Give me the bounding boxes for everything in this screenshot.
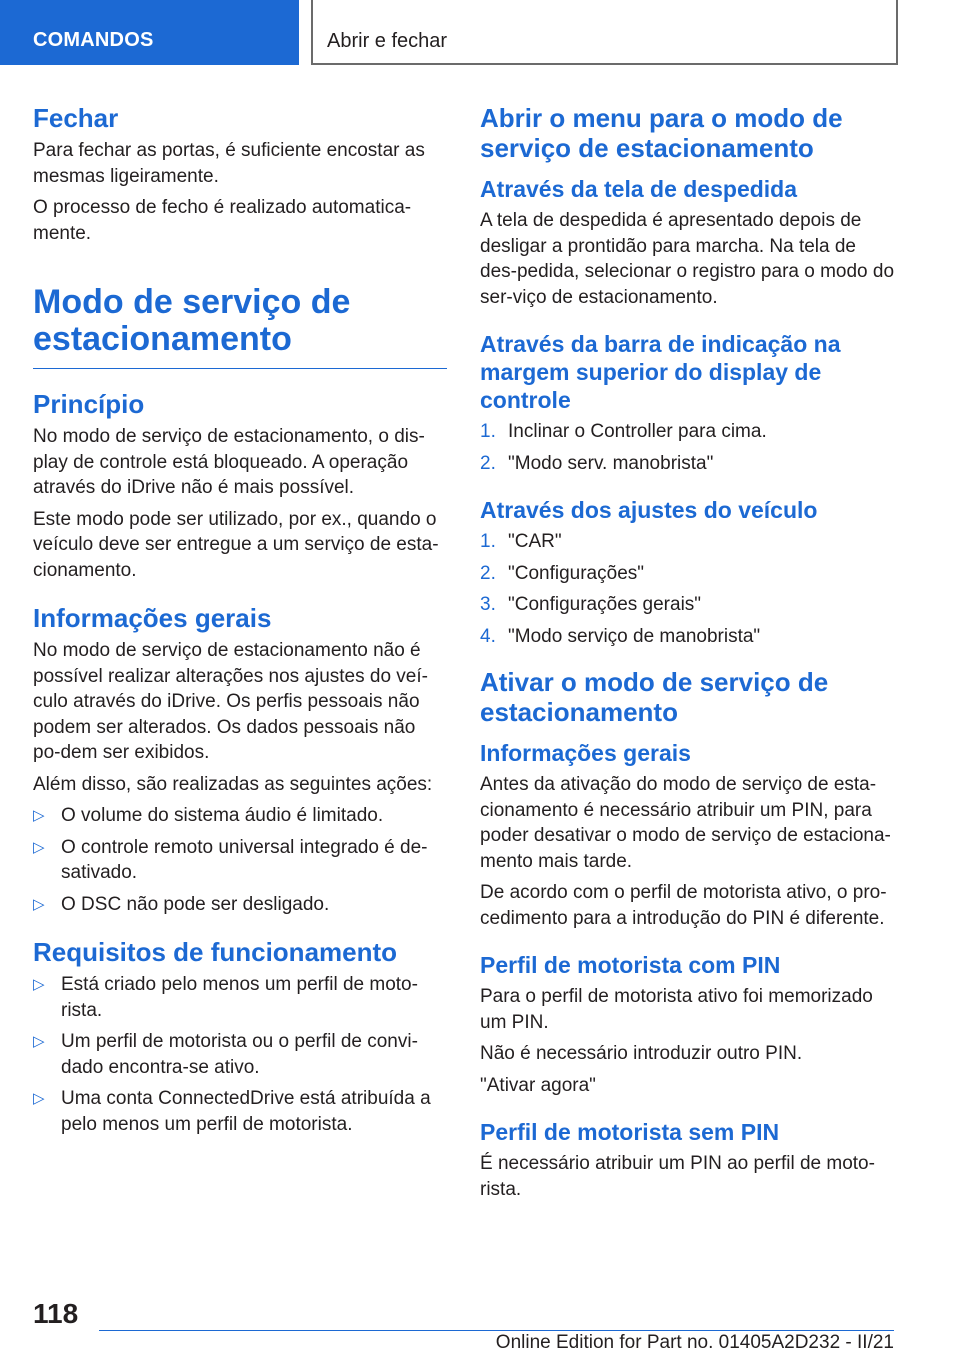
heading-barra-indicacao: Através da barra de indicação na margem superior do display de controle xyxy=(480,331,841,413)
list-item: 1. "CAR" xyxy=(480,531,562,552)
heading-perfil-com-pin: Perfil de motorista com PIN xyxy=(480,952,781,978)
list-item: 3. "Configurações gerais" xyxy=(480,594,702,615)
chapter-tab xyxy=(311,0,898,65)
heading-tela-despedida: Através da tela de despedida xyxy=(480,176,798,202)
heading-informacoes-gerais-2: Informações gerais xyxy=(480,740,691,766)
paragraph: É necessário atribuir um PIN ao perfil de moto‐rista. xyxy=(480,1153,875,1200)
paragraph: No modo de serviço de estacionamento não é possível realizar alterações nos ajustes do veí‐culo através do iDrive. Os perfis pessoais não podem ser alterados. Os dados pessoais não po‐dem ser exibidos. xyxy=(33,640,428,763)
page-number: 118 xyxy=(33,1298,79,1329)
numbered-list xyxy=(480,529,895,649)
paragraph: Para fechar as portas, é suficiente encostar as mesmas ligeiramente. xyxy=(33,140,425,187)
left-column xyxy=(33,100,447,1143)
numbered-list xyxy=(480,419,895,476)
triangle-bullet-icon: ▷ xyxy=(33,1090,45,1107)
heading-ajustes-veiculo: Através dos ajustes do veículo xyxy=(480,497,818,523)
list-item: ▷ Uma conta ConnectedDrive está atribuída a pelo menos um perfil de motorista. xyxy=(33,1088,431,1135)
heading-ativar-modo: Ativar o modo de serviço de estacionamento xyxy=(480,667,829,727)
paragraph: No modo de serviço de estacionamento, o dis‐play de controle está bloqueado. A operação através do iDrive não é mais possível. xyxy=(33,426,425,498)
paragraph: Antes da ativação do modo de serviço de esta‐cionamento é necessário atribuir um PIN, para poder desativar o modo de serviço de estaciona‐mento mais tarde. xyxy=(480,774,891,872)
heading-abrir-menu: Abrir o menu para o modo de serviço de estacionamento xyxy=(480,103,843,163)
list-item: ▷ Está criado pelo menos um perfil de moto‐rista. xyxy=(33,974,418,1021)
list-item: 2. "Modo serv. manobrista" xyxy=(480,452,714,474)
paragraph: Não é necessário introduzir outro PIN. xyxy=(480,1043,803,1064)
section-title: COMANDOS xyxy=(33,29,154,51)
bullet-list xyxy=(33,803,447,917)
triangle-bullet-icon: ▷ xyxy=(33,838,45,856)
triangle-bullet-icon: ▷ xyxy=(33,807,45,824)
list-item: ▷ O controle remoto universal integrado é de‐sativado. xyxy=(33,836,428,883)
bullet-list xyxy=(33,972,447,1137)
list-item: ▷ O volume do sistema áudio é limitado. xyxy=(33,803,447,829)
triangle-bullet-icon: ▷ xyxy=(33,895,45,913)
list-item: 1. Inclinar o Controller para cima. xyxy=(480,421,767,442)
section-tab xyxy=(0,0,299,65)
right-column xyxy=(480,100,895,1208)
footer-divider xyxy=(99,1330,894,1331)
chapter-title: Abrir e fechar xyxy=(327,30,448,52)
footer-edition: Online Edition for Part no. 01405A2D232 - II/21 xyxy=(495,1332,894,1353)
paragraph: A tela de despedida é apresentado depois de desligar a prontidão para marcha. Na tela de des‐pedida, selecionar o registro para o modo do ser‐viço de estacionamento. xyxy=(480,210,895,308)
list-item: ▷ Um perfil de motorista ou o perfil de convi‐dado encontra-se ativo. xyxy=(33,1031,418,1078)
paragraph: "Ativar agora" xyxy=(480,1074,596,1096)
section-heading-modo-servico: Modo de serviço de estacionamento xyxy=(33,284,447,369)
heading-principio: Princípio xyxy=(33,389,145,419)
triangle-bullet-icon: ▷ xyxy=(33,976,45,993)
list-item: 4. "Modo serviço de manobrista" xyxy=(480,625,761,647)
heading-informacoes-gerais: Informações gerais xyxy=(33,603,272,633)
heading-requisitos: Requisitos de funcionamento xyxy=(33,937,398,967)
paragraph: Para o perfil de motorista ativo foi memorizado um PIN. xyxy=(480,986,873,1033)
heading-perfil-sem-pin: Perfil de motorista sem PIN xyxy=(480,1119,780,1145)
list-item: ▷ O DSC não pode ser desligado. xyxy=(33,892,447,918)
paragraph: O processo de fecho é realizado automatica‐mente. xyxy=(33,197,412,244)
paragraph: Além disso, são realizadas as seguintes ações: xyxy=(33,773,433,795)
list-item: 2. "Configurações" xyxy=(480,562,645,584)
triangle-bullet-icon: ▷ xyxy=(33,1033,45,1050)
heading-fechar: Fechar xyxy=(33,103,119,133)
paragraph: Este modo pode ser utilizado, por ex., quando o veículo deve ser entregue a um serviço de esta‐cionamento. xyxy=(33,508,439,581)
paragraph: De acordo com o perfil de motorista ativo, o pro‐cedimento para a introdução do PIN é diferente. xyxy=(480,882,887,929)
